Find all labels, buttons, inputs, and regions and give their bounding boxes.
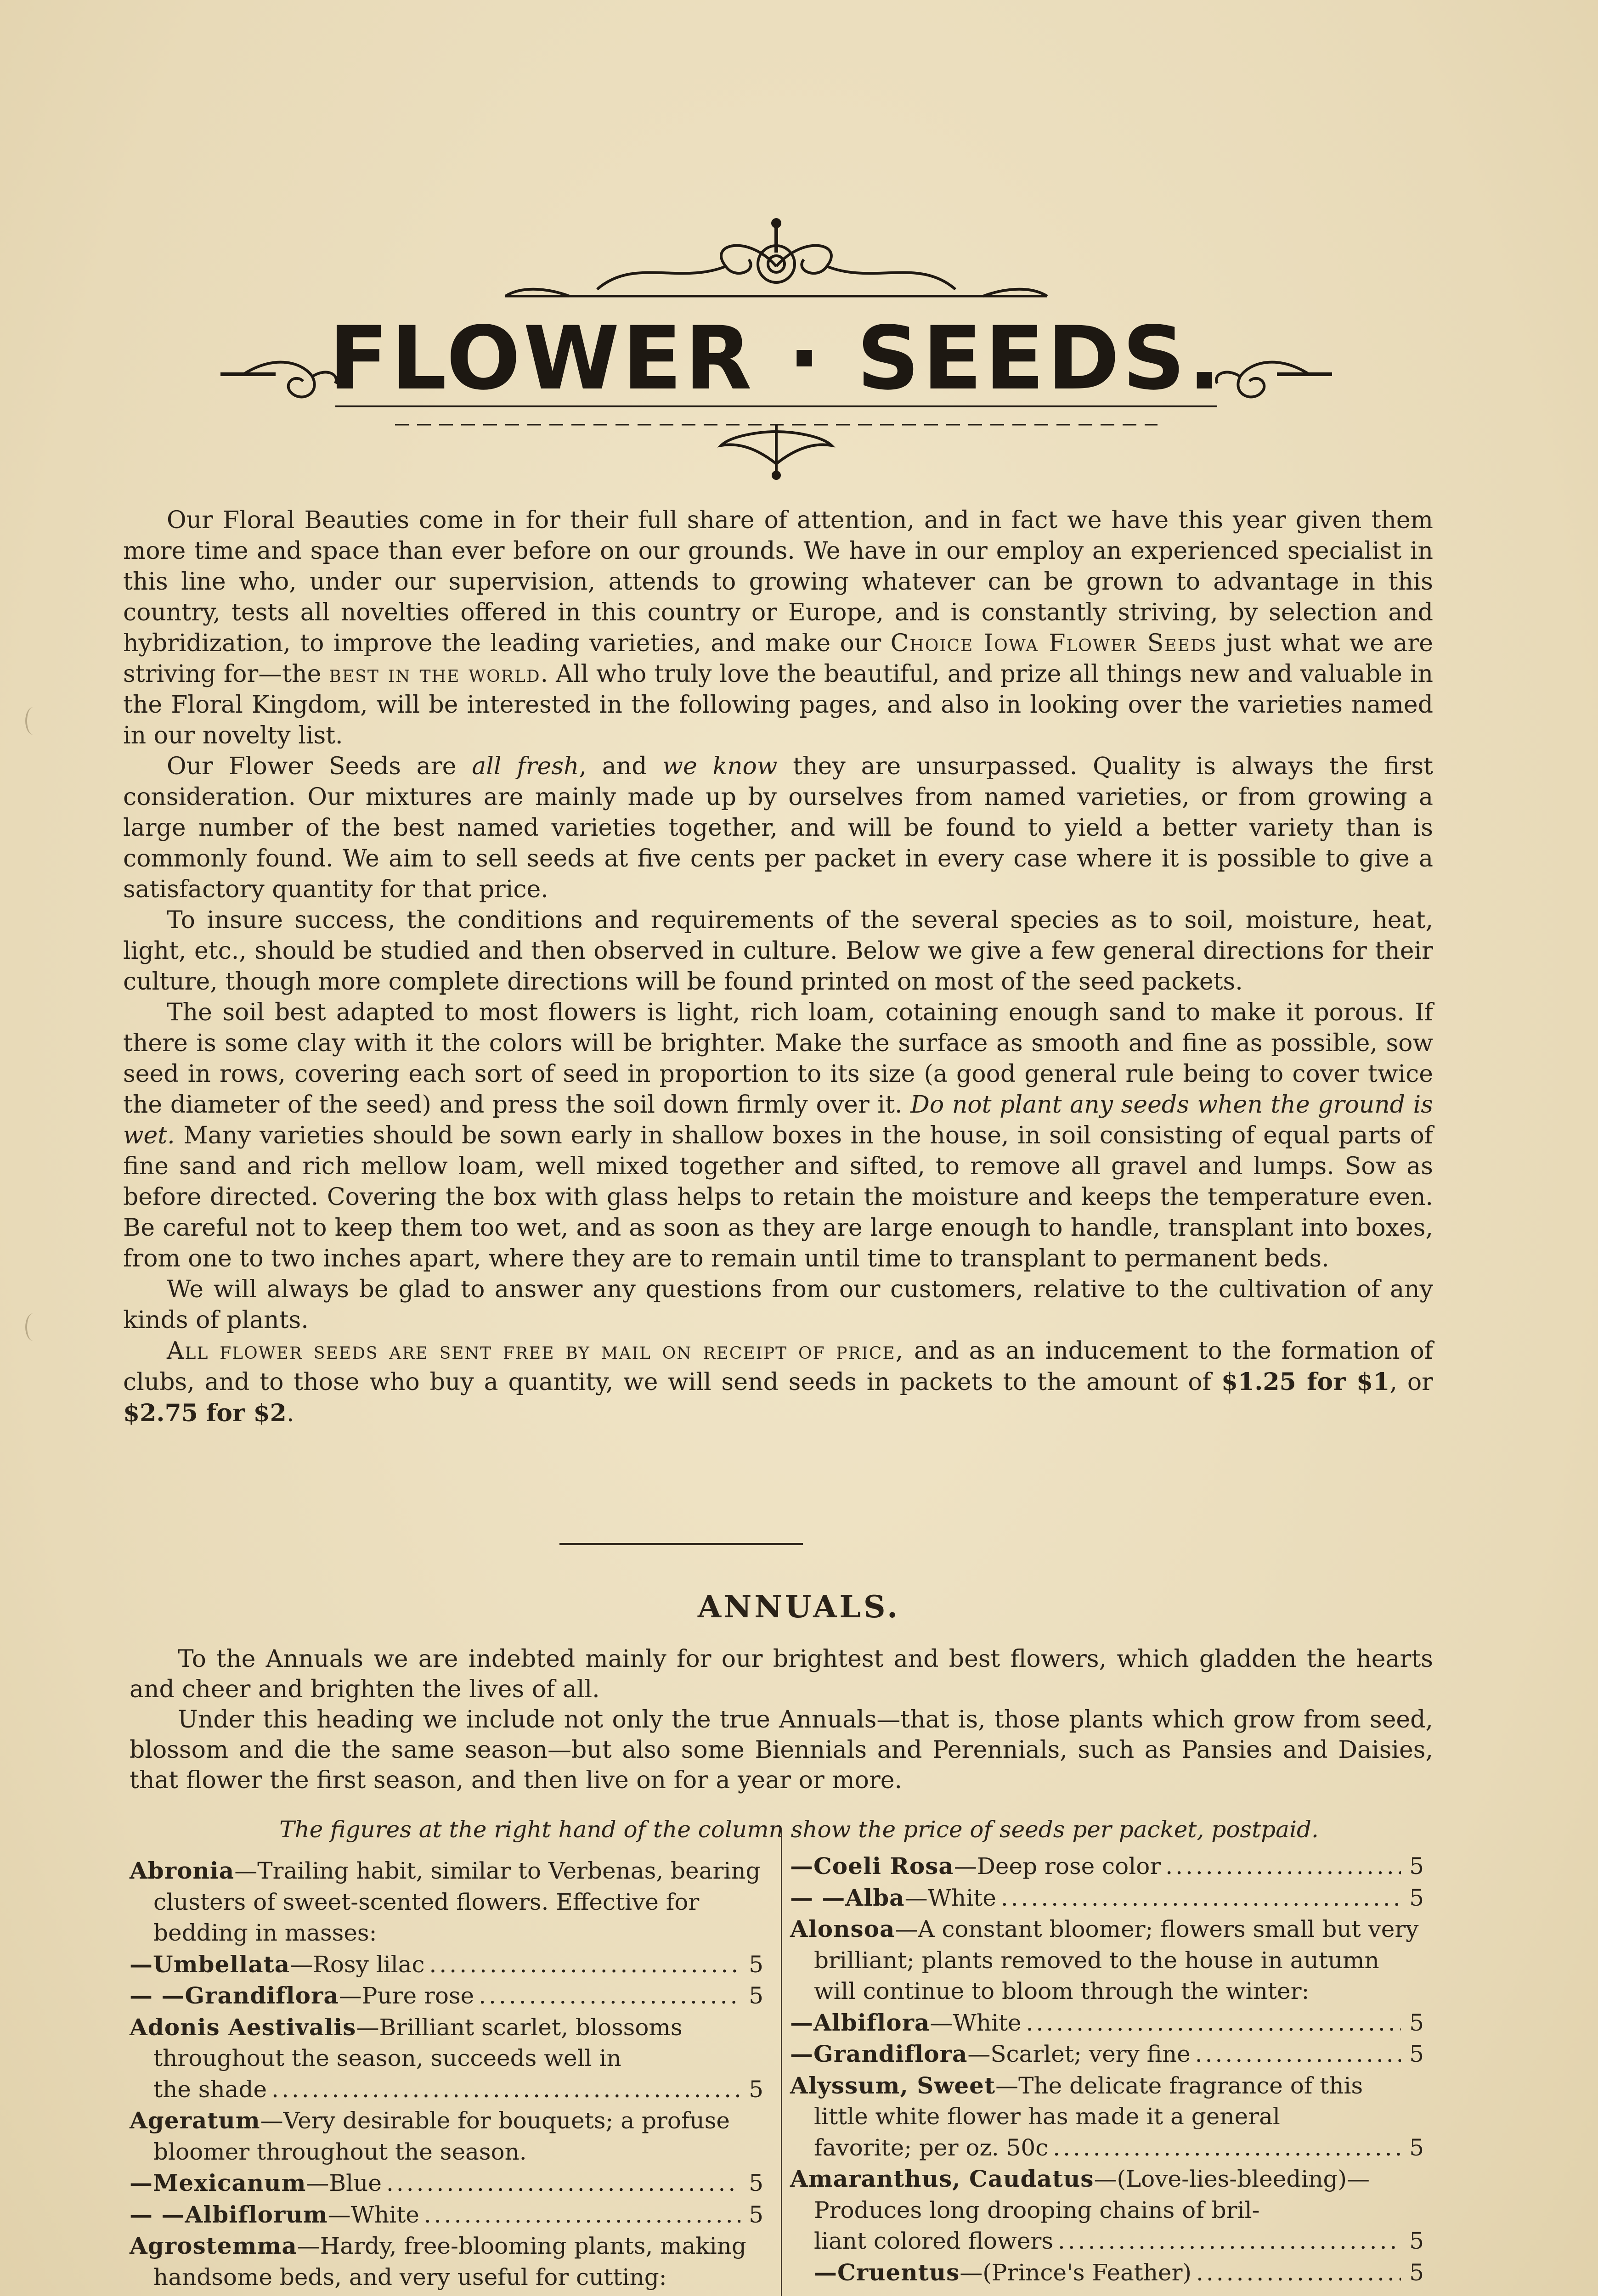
variety-label [130,2199,419,2231]
plant-entry [790,2070,1424,2133]
intro-paragraph: The soil best adapted to most flowers is light, rich loam, cotaining enough sand to make it porous. If there is some clay with it the colors will be brighter. Make the surface as smooth and fine as possible, sow seed in rows, covering each sort of seed in proportion to its size (a good general rule being to cover twice the diameter of the seed) and press the soil down firmly over it. Do not plant any seeds when the ground is wet. Many varieties should be sown early in shallow boxes in the house, in soil consisting of equal parts of fine sand and rich mellow loam, well mixed together and sifted, to remove all gravel and lumps. Sow as before directed. Covering the box with glass helps to retain the moisture and keeps the temperature even. Be careful not to keep them too wet, and as soon as they are large enough to handle, transplant into boxes, from one to two inches apart, where they are to remain until time to transplant to permanent beds. [123,999,1433,1272]
plant-entry [790,1913,1424,2007]
variety-name: —Cruentus [814,2258,960,2286]
variety-description: —Rosy lilac [290,1951,425,1978]
price-entry [790,1851,1424,1882]
variety-description: the shade [153,2076,267,2103]
variety-name: —Coeli Rosa [790,1852,954,1880]
leader-dots [1058,2226,1401,2257]
packet-price: 5 [749,1982,763,2009]
page-edge-mark [25,707,41,735]
leader-dots [1026,2008,1401,2039]
annuals-paragraph: To the Annuals we are indebted mainly for our brightest and best flowers, which gladden the hearts and cheer and brighten the lives of all. [130,1645,1433,1703]
annuals-intro [130,1644,1433,1795]
variety-description: favorite; per oz. 50c [814,2134,1049,2161]
plant-description: —Trailing habit, similar to Verbenas, bearing clusters of sweet-scented flowers. Effective for bedding in masses: [153,1857,761,1946]
intro-paragraph: Our Floral Beauties come in for their full share of attention, and in fact we have this year given them more time and space than ever before on our grounds. We have in our employ an experienced specialist in this line who, under our supervision, attends to growing whatever can be grown to advantage in this country, tests all novelties offered in this country or Europe, and is constantly striving, by selection and hybridization, to improve the leading varieties, and make our Choice Iowa Flower Seeds just what we are striving for—the best in the world. All who truly love the beautiful, and prize all things new and valuable in the Floral Kingdom, will be interested in the following pages, and also in looking over the varieties named in our novelty list. [123,506,1434,749]
variety-description: liant colored flowers [814,2228,1053,2254]
header-ornament [220,216,1332,491]
packet-price: 5 [749,2170,763,2196]
variety-description: —Blue [306,2170,382,2196]
price-note: The figures at the right hand of the column show the price of seeds per packet, postpaid. [279,1816,1319,1843]
plant-entry [130,2230,763,2293]
price-entry [790,2038,1424,2070]
annuals-paragraph: Under this heading we include not only the true Annuals—that is, those plants which grow from seed, blossom and die the same season—but also some Biennials and Perennials, such as Pansies and Daisies, that flower the first season, and then live on for a year or more. [130,1706,1433,1794]
left-column [130,1855,763,2293]
plant-entry [130,2012,763,2074]
variety-label [130,2167,382,2199]
intro-paragraph: Our Flower Seeds are all fresh, and we know they are unsurpassed. Quality is always the first consideration. Our mixtures are mainly made up by ourselves from named varieties, or from growing a large number of the best named varieties together, and will be found to yield a better variety than is commonly found. We aim to sell seeds at five cents per packet in every case where it is possible to give a satisfactory quantity for that price. [123,753,1433,903]
leader-dots [1053,2133,1401,2164]
variety-description: —White [930,2009,1022,2036]
variety-label [790,2007,1022,2039]
leader-dots [271,2074,740,2105]
packet-price: 5 [1409,1853,1424,1880]
variety-label [130,1980,474,2012]
leader-dots [1196,2257,1401,2289]
packet-price: 5 [749,2076,763,2103]
plant-description: —Brilliant scarlet, blossoms throughout the season, succeeds well in [153,2014,683,2071]
variety-description: —Scarlet; very fine [967,2041,1191,2067]
variety-label [814,2133,1048,2164]
variety-name: — —Alba [790,1884,905,1911]
price-entry [130,2074,763,2105]
variety-name: — —Albiflorum [130,2200,328,2228]
variety-label [790,1851,1161,1882]
packet-price: 5 [1409,2228,1424,2254]
plant-description: —Hardy, free-blooming plants, making handsome beds, and very useful for cutting: [153,2233,746,2290]
plant-description: —Very desirable for bouquets; a profuse bloomer throughout the season. [153,2107,730,2165]
price-entry [790,2257,1424,2289]
leader-dots [429,1949,740,1981]
price-entry [790,2226,1424,2257]
annuals-heading: ANNUALS. [697,1589,901,1625]
packet-price: 5 [1409,1884,1424,1911]
price-entry [790,2007,1424,2039]
variety-label [790,1882,996,1914]
packet-price: 5 [1409,2041,1424,2067]
plant-name: Abronia [130,1857,235,1884]
price-entry [790,2133,1424,2164]
variety-name: —Mexicanum [130,2169,306,2196]
packet-price: 5 [749,2201,763,2228]
plant-name: Ageratum [130,2107,260,2134]
leader-dots [1001,1883,1401,1914]
variety-name: — —Grandiflora [130,1982,339,2009]
leader-dots [479,1981,740,2012]
price-entry [130,1949,763,1981]
price-entry [790,1882,1424,1914]
plant-name: Alonsoa [790,1915,895,1942]
variety-name: —Umbellata [130,1950,290,1978]
section-divider [559,1543,803,1545]
plant-entry [790,2163,1424,2226]
plant-entry [130,2105,763,2167]
intro-paragraph: To insure success, the conditions and requirements of the several species as to soil, moisture, heat, light, etc., should be studied and then observed in culture. Below we give a few general directions for their culture, though more complete directions will be found printed on most of the seed packets. [123,906,1433,996]
plant-entry [130,1855,763,1949]
intro-paragraph: All flower seeds are sent free by mail on receipt of price, and as an inducement to the formation of clubs, and to those who buy a quantity, we will send seeds in packets to the amount of $1.25 for $1, or $2.75 for $2. [123,1337,1434,1427]
leader-dots [1195,2039,1401,2070]
variety-description: —White [904,1884,996,1911]
variety-label [814,2226,1053,2257]
packet-price: 5 [1409,2259,1424,2286]
page-edge-mark [25,1313,41,1341]
leader-dots [1165,1851,1401,1882]
variety-label [130,1949,425,1981]
leader-dots [386,2168,740,2199]
right-column [790,1851,1424,2288]
variety-description: —Deep rose color [954,1853,1161,1880]
plant-description: —The delicate fragrance of this little white flower has made it a general [814,2072,1363,2130]
page-title: FLOWER · SEEDS. [328,308,1224,409]
variety-description: —(Prince's Feather) [960,2259,1192,2286]
plant-name: Agrostemma [130,2232,297,2259]
variety-label [790,2038,1191,2070]
variety-name: —Albiflora [790,2009,930,2036]
packet-price: 5 [1409,2009,1424,2036]
plant-description: —A constant bloomer; flowers small but very brilliant; plants removed to the house in autumn will continue to bloom through the winter: [814,1916,1419,2004]
price-entry [130,2199,763,2231]
variety-label [814,2257,1191,2289]
packet-price: 5 [1409,2134,1424,2161]
intro-paragraph: We will always be glad to answer any questions from our customers, relative to the cultivation of any kinds of plants. [123,1276,1433,1334]
price-entry [130,1980,763,2012]
intro-text [123,505,1433,1429]
packet-price: 5 [749,1951,763,1978]
variety-description: —Pure rose [339,1982,474,2009]
plant-description: —(Love-lies-bleeding)—Produces long drooping chains of bril- [814,2166,1370,2223]
price-entry [130,2167,763,2199]
variety-label [153,2074,267,2105]
variety-name: —Grandiflora [790,2040,968,2067]
variety-description: —White [328,2201,419,2228]
leader-dots [424,2200,740,2231]
column-divider [781,1828,782,2296]
plant-name: Adonis Aestivalis [130,2013,356,2041]
plant-name: Amaranthus, Caudatus [790,2165,1094,2192]
plant-name: Alyssum, Sweet [790,2071,996,2099]
